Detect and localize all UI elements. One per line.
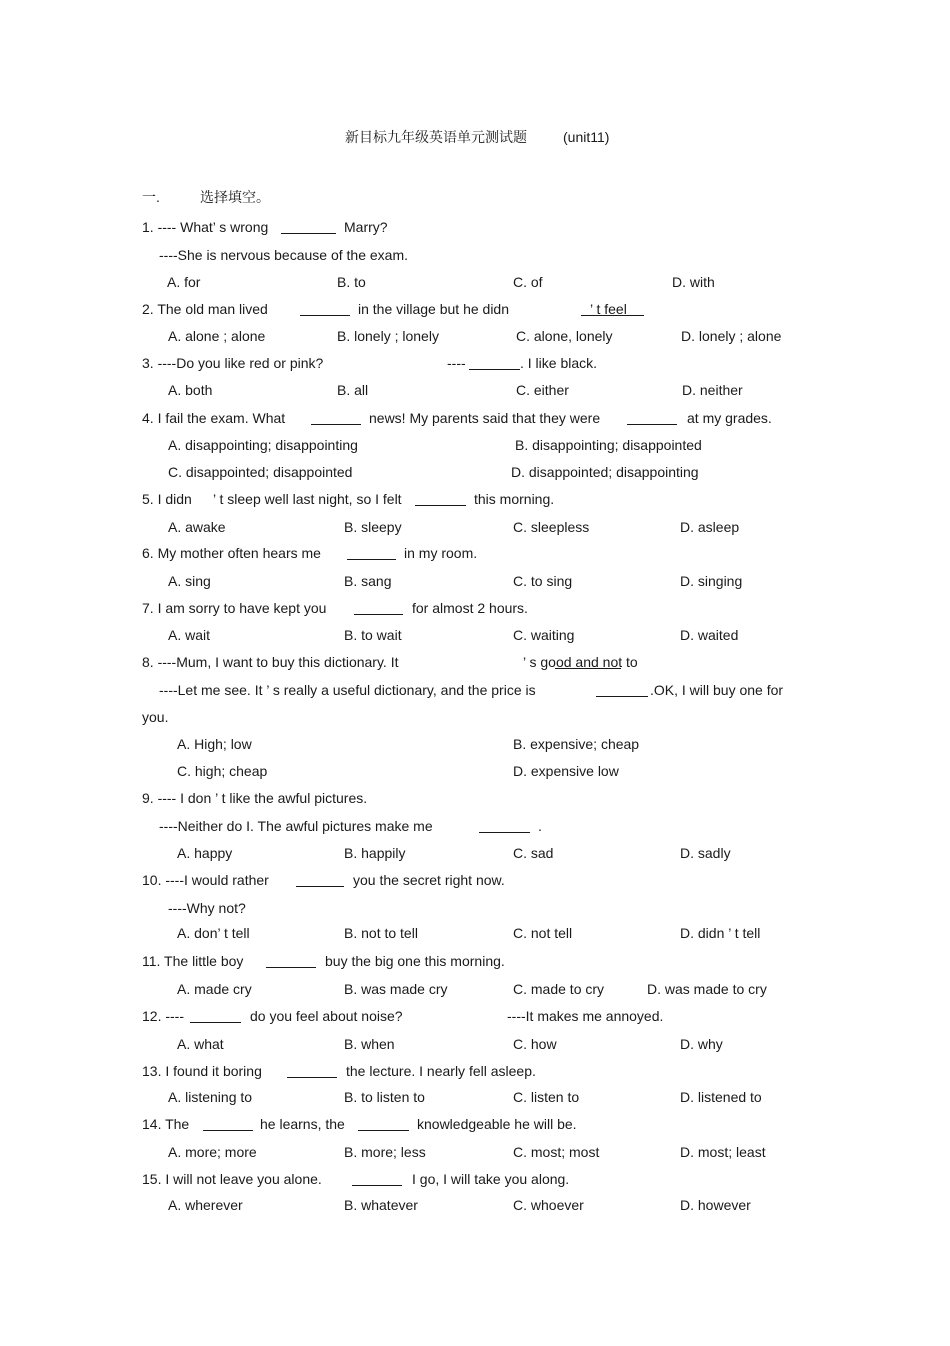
q12-blank <box>190 1022 241 1023</box>
q14-blank <box>203 1130 253 1131</box>
q6-option-a: A. sing <box>168 573 211 589</box>
q8-blank <box>555 668 621 669</box>
q2-stem: 2. The old man lived <box>142 301 268 317</box>
q5-option-c: C. sleepless <box>513 519 590 535</box>
q14-mid: he learns, the <box>260 1116 345 1132</box>
q15-option-c: C. whoever <box>513 1197 584 1213</box>
q6-end: in my room. <box>404 545 478 561</box>
q14-option-b: B. more; less <box>344 1144 426 1160</box>
q15-option-a: A. wherever <box>168 1197 243 1213</box>
q9-option-c: C. sad <box>513 845 554 861</box>
q5-blank <box>415 505 466 506</box>
page-title: 新目标九年级英语单元测试题 <box>345 129 527 145</box>
q10-stem: 10. ----I would rather <box>142 872 269 888</box>
q2-option-d: D. lonely ; alone <box>681 328 782 344</box>
q11-blank <box>266 967 316 968</box>
q8-mid: ’ s good and not to <box>523 654 638 670</box>
q3-after: . I like black. <box>520 355 598 371</box>
q1-option-c: C. of <box>513 274 543 290</box>
q9-option-d: D. sadly <box>680 845 731 861</box>
q2-blank <box>300 315 350 316</box>
q7-end: for almost 2 hours. <box>412 600 528 616</box>
q1-option-a: A. for <box>167 274 201 290</box>
q3-option-b: B. all <box>337 382 369 398</box>
q15-option-d: D. however <box>680 1197 751 1213</box>
q15-blank <box>352 1185 402 1186</box>
q3-option-c: C. either <box>516 382 569 398</box>
q13-option-c: C. listen to <box>513 1089 580 1105</box>
q8-stem: 8. ----Mum, I want to buy this dictionary. It <box>142 654 399 670</box>
q3-blank <box>469 369 520 370</box>
q12-reply: ----It makes me annoyed. <box>507 1008 664 1024</box>
q8-option-b: B. expensive; cheap <box>513 736 640 752</box>
q3-stem: 3. ----Do you like red or pink? <box>142 355 324 371</box>
q13-end: the lecture. I nearly fell asleep. <box>346 1063 536 1079</box>
q14-option-a: A. more; more <box>168 1144 257 1160</box>
q8-line3: you. <box>142 709 169 725</box>
q6-option-b: B. sang <box>344 573 392 589</box>
q4-blank <box>311 424 361 425</box>
q5-option-b: B. sleepy <box>344 519 402 535</box>
q14-option-d: D. most; least <box>680 1144 766 1160</box>
q7-option-c: C. waiting <box>513 627 575 643</box>
q8-option-c: C. high; cheap <box>177 763 268 779</box>
q5-end: this morning. <box>474 491 555 507</box>
q9-reply: ----Neither do I. The awful pictures make me <box>159 818 433 834</box>
q4-stem: 4. I fail the exam. What <box>142 410 286 426</box>
q4-blank-2 <box>627 424 677 425</box>
q4-option-b: B. disappointing; disappointed <box>515 437 702 453</box>
q3-reply: ---- <box>447 355 466 371</box>
q10-option-c: C. not tell <box>513 925 573 941</box>
q7-option-d: D. waited <box>680 627 739 643</box>
q2-mid: in the village but he didn <box>358 301 509 317</box>
q11-option-d: D. was made to cry <box>647 981 767 997</box>
q3-option-a: A. both <box>168 382 213 398</box>
q9-option-a: A. happy <box>177 845 233 861</box>
q11-option-a: A. made cry <box>177 981 252 997</box>
q6-option-d: D. singing <box>680 573 743 589</box>
q13-option-d: D. listened to <box>680 1089 762 1105</box>
q2-option-c: C. alone, lonely <box>516 328 613 344</box>
q13-stem: 13. I found it boring <box>142 1063 262 1079</box>
q7-stem: 7. I am sorry to have kept you <box>142 600 327 616</box>
q13-option-a: A. listening to <box>168 1089 253 1105</box>
q11-stem: 11. The little boy <box>142 953 244 969</box>
q12-option-a: A. what <box>177 1036 224 1052</box>
q3-option-d: D. neither <box>682 382 743 398</box>
q6-stem: 6. My mother often hears me <box>142 545 321 561</box>
q10-blank <box>296 886 344 887</box>
q8-end: .OK, I will buy one for <box>650 682 784 698</box>
q8-line2: ----Let me see. It ’ s really a useful dictionary, and the price is <box>159 682 536 698</box>
q4-mid: news! My parents said that they were <box>369 410 601 426</box>
q4-option-d: D. disappointed; disappointing <box>511 464 699 480</box>
unit-label: (unit11) <box>563 129 610 145</box>
q2-option-b: B. lonely ; lonely <box>337 328 439 344</box>
q2-option-a: A. alone ; alone <box>168 328 266 344</box>
q5-mid: ’ t sleep well last night, so I felt <box>213 491 402 507</box>
q1-option-b: B. to <box>337 274 366 290</box>
q11-option-c: C. made to cry <box>513 981 605 997</box>
q15-option-b: B. whatever <box>344 1197 418 1213</box>
q4-end: at my grades. <box>687 410 772 426</box>
q6-option-c: C. to sing <box>513 573 573 589</box>
q14-option-c: C. most; most <box>513 1144 600 1160</box>
q10-option-d: D. didn ’ t tell <box>680 925 761 941</box>
q9-blank <box>479 832 530 833</box>
q1-reply: ----She is nervous because of the exam. <box>159 247 409 263</box>
q7-option-b: B. to wait <box>344 627 402 643</box>
q10-reply: ----Why not? <box>168 900 246 916</box>
q1-after: Marry? <box>344 219 388 235</box>
q10-option-b: B. not to tell <box>344 925 418 941</box>
q8-option-d: D. expensive low <box>513 763 619 779</box>
q1-blank <box>281 233 336 234</box>
q15-stem: 15. I will not leave you alone. <box>142 1171 322 1187</box>
q7-blank <box>354 614 403 615</box>
q9-end: . <box>538 818 542 834</box>
q8-blank-2 <box>596 696 648 697</box>
q9-option-b: B. happily <box>344 845 406 861</box>
q10-end: you the secret right now. <box>353 872 505 888</box>
q9-stem: 9. ---- I don ’ t like the awful pictures. <box>142 790 368 806</box>
q5-option-a: A. awake <box>168 519 226 535</box>
q11-end: buy the big one this morning. <box>325 953 505 969</box>
q12-mid: do you feel about noise? <box>250 1008 403 1024</box>
q14-blank-2 <box>358 1130 409 1131</box>
q12-stem: 12. ---- <box>142 1008 184 1024</box>
q10-option-a: A. don’ t tell <box>177 925 250 941</box>
section-number: 一. <box>142 189 160 205</box>
q13-option-b: B. to listen to <box>344 1089 425 1105</box>
q4-option-a: A. disappointing; disappointing <box>168 437 358 453</box>
q8-option-a: A. High; low <box>177 736 252 752</box>
q1-option-d: D. with <box>672 274 715 290</box>
q12-option-d: D. why <box>680 1036 723 1052</box>
q4-option-c: C. disappointed; disappointed <box>168 464 353 480</box>
q5-option-d: D. asleep <box>680 519 740 535</box>
q12-option-b: B. when <box>344 1036 395 1052</box>
q2-end: ’ t feel <box>590 301 627 317</box>
q6-blank <box>347 559 396 560</box>
q5-stem: 5. I didn <box>142 491 192 507</box>
q14-stem: 14. The <box>142 1116 190 1132</box>
q15-end: I go, I will take you along. <box>412 1171 570 1187</box>
section-label: 选择填空。 <box>200 189 270 205</box>
q11-option-b: B. was made cry <box>344 981 448 997</box>
q14-end: knowledgeable he will be. <box>417 1116 577 1132</box>
q12-option-c: C. how <box>513 1036 557 1052</box>
q13-blank <box>287 1077 337 1078</box>
q1-stem: 1. ---- What’ s wrong <box>142 219 269 235</box>
q7-option-a: A. wait <box>168 627 211 643</box>
